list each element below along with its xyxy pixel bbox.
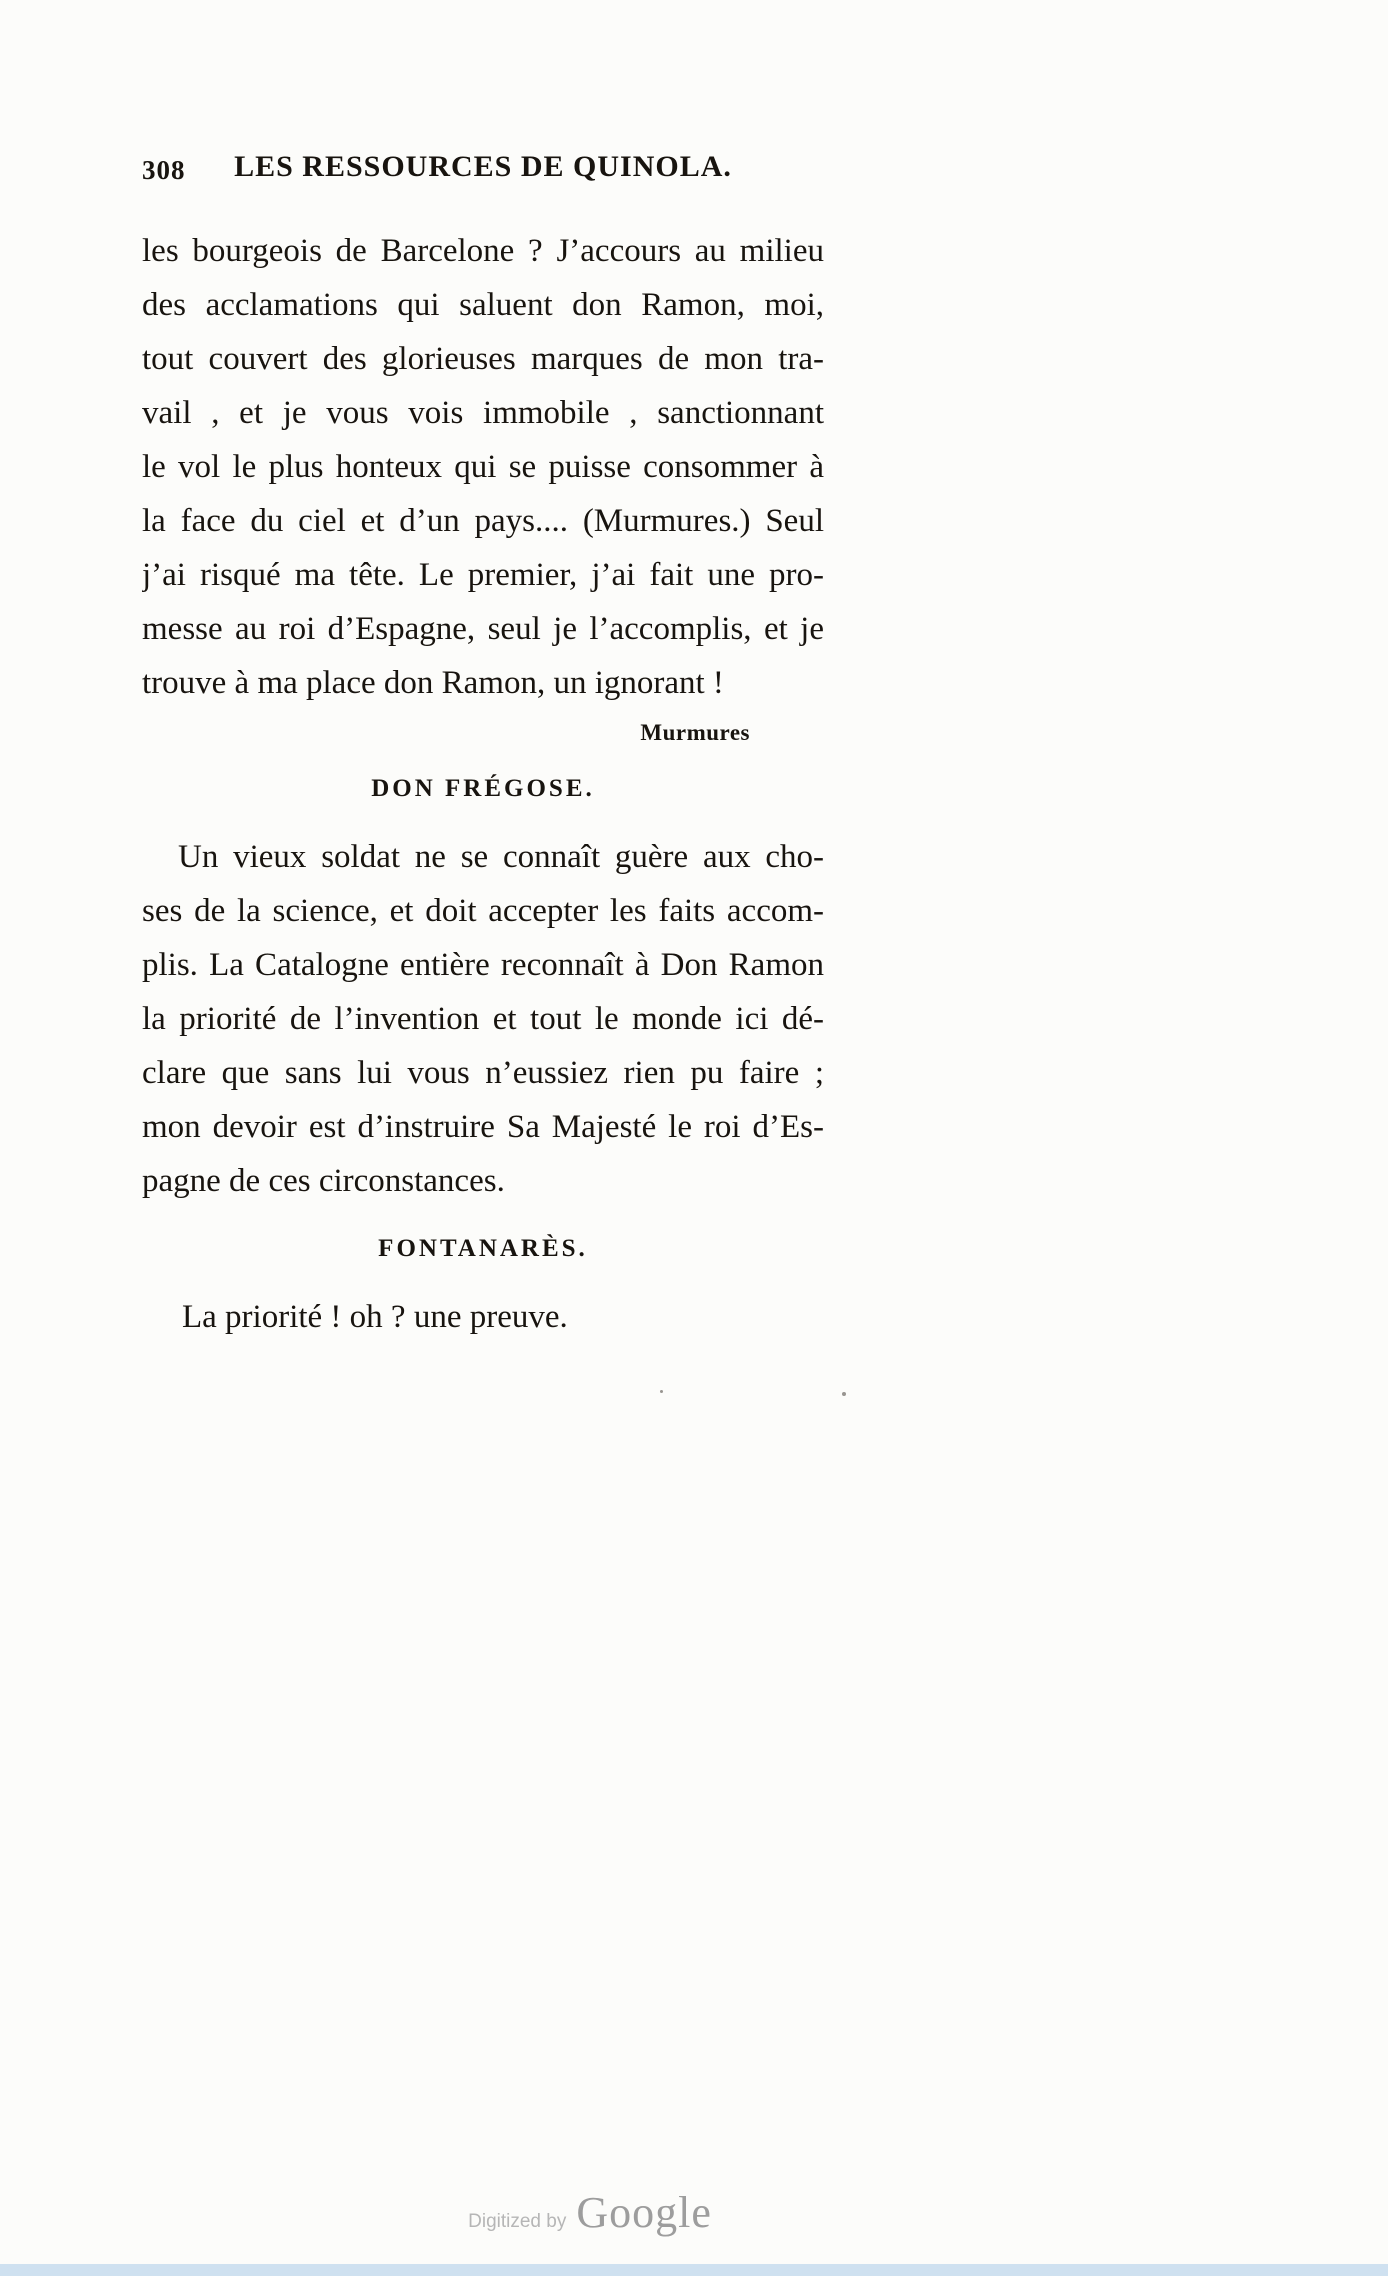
running-title: LES RESSOURCES DE QUINOLA. [234,150,732,183]
scan-speck [660,1390,663,1393]
text-line: trouve à ma place don Ramon, un ignorant ! [142,665,724,701]
text-line: la face du ciel et d’un pays.... (Murmures.) Seul [142,503,824,539]
text-line: les bourgeois de Barcelone ? J’accours au milieu [142,233,824,269]
speaker-heading-don-fregose: DON FRÉGOSE. [371,775,595,802]
google-logo: Google [576,2188,712,2237]
speaker-heading-fontanares: FONTANARÈS. [378,1235,588,1262]
page-number: 308 [142,155,186,185]
paragraph-don-fregose-speech [142,830,824,1208]
scan-speck [842,1392,846,1396]
text-line: Un vieux soldat ne se connaît guère aux cho- [178,839,824,875]
text-line: clare que sans lui vous n’eussiez rien pu faire ; [142,1055,824,1091]
stage-direction-murmures: Murmures [640,720,750,745]
text-line: messe au roi d’Espagne, seul je l’accomplis, et je [142,611,824,647]
text-line: j’ai risqué ma tête. Le premier, j’ai fait une pro- [142,557,824,593]
text-line: ses de la science, et doit accepter les faits accom- [142,893,824,929]
text-line: vail , et je vous vois immobile , sanctionnant [142,395,824,431]
digitized-by-label: Digitized by [468,2211,567,2232]
text-line: le vol le plus honteux qui se puisse consommer à [142,449,824,485]
page-header [142,150,824,198]
digitization-footer [380,2187,800,2238]
text-block [142,150,824,1344]
dialogue-line-la-priorite: La priorité ! oh ? une preuve. [182,1299,568,1335]
text-line: pagne de ces circonstances. [142,1163,505,1199]
text-line: tout couvert des glorieuses marques de mon tra- [142,341,824,377]
text-line: plis. La Catalogne entière reconnaît à Don Ramon [142,947,824,983]
text-line: la priorité de l’invention et tout le monde ici dé- [142,1001,824,1037]
paragraph-fontanares-speech [142,224,824,710]
text-line: des acclamations qui saluent don Ramon, moi, [142,287,824,323]
page-bottom-edge [0,2264,1388,2276]
text-line: mon devoir est d’instruire Sa Majesté le roi d’Es- [142,1109,824,1145]
